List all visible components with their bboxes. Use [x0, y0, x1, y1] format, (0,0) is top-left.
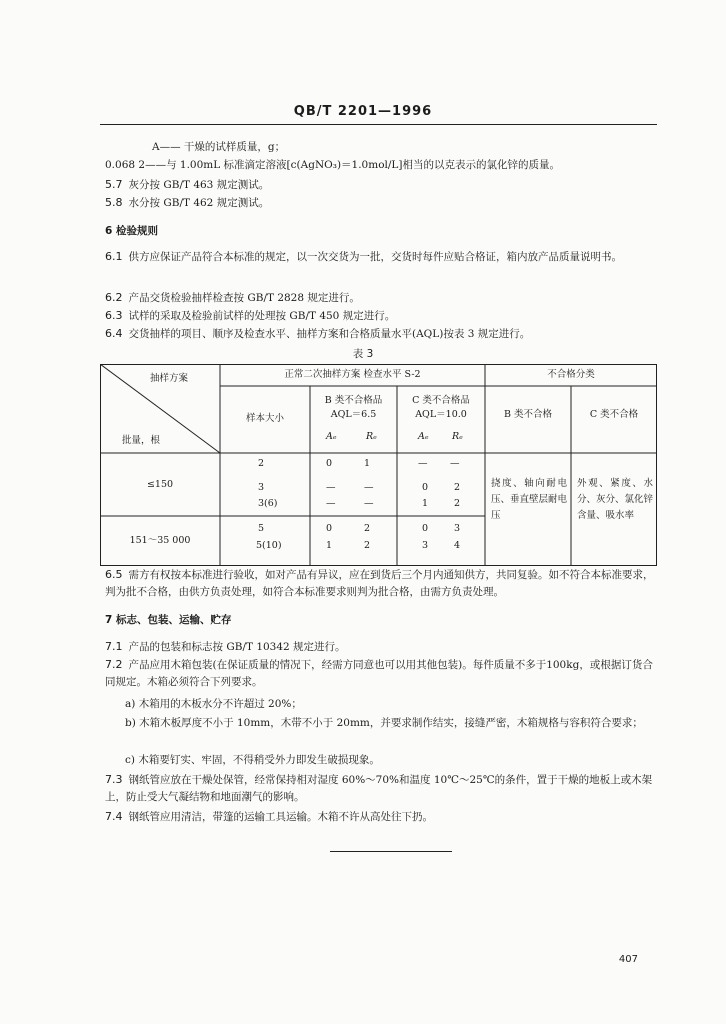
corner-sampling-plan: 抽样方案 [150, 373, 189, 384]
b-class-items: 挠度、轴向耐电压、垂直壁层耐电压 [491, 478, 568, 521]
c-ac-label: Aₑ [418, 431, 429, 442]
row-b-re: — [364, 498, 374, 509]
clause-6-4: 6.4 交货抽样的项目、顺序及检查水平、抽样方案和合格质量水平(AQL)按表 3 规定进行。 [105, 327, 531, 340]
b-re-label: Rₑ [366, 431, 377, 442]
row-c-ac: 0 [422, 482, 429, 493]
table-caption: 表 3 [352, 348, 374, 360]
b-aql-header-1: B 类不合格品 [324, 395, 383, 406]
b-class-header: B 类不合格 [503, 409, 552, 420]
clause-5-7: 5.7 灰分按 GB/T 463 规定测试。 [105, 178, 270, 191]
c-class-items: 外观、紧度、水分、灰分、氯化锌含量、吸水率 [577, 478, 654, 521]
row-c-re: — [450, 458, 460, 469]
sampling-table [100, 364, 657, 566]
c-aql-header-2: AQL＝10.0 [415, 409, 467, 420]
clause-6-5: 6.5 需方有权按本标准进行验收，如对产品有异议，应在到货后三个月内通知供方，共同复验。如不符合本标准要求，判为批不合格，由供方负责处理，如符合本标准要求则判为批合格，由需方负责处理。 [105, 568, 654, 598]
row-c-re: 2 [454, 482, 461, 493]
formula-a-definition: A—— 干燥的试样质量，g； [152, 141, 286, 153]
row-b-re: 2 [364, 523, 371, 534]
clause-7-2-c: c) 木箱要钉实、牢固，不得稍受外力即发生破损现象。 [125, 754, 380, 766]
batch-size-large: 151～35 000 [129, 535, 191, 546]
row-b-re: 1 [364, 458, 371, 469]
c-class-header: C 类不合格 [589, 409, 639, 420]
row-sample-size: 3 [258, 482, 265, 493]
clause-7-2-a: a) 木箱用的木板水分不许超过 20%； [125, 698, 302, 710]
row-b-ac: — [326, 482, 336, 493]
row-c-re: 4 [454, 540, 461, 551]
section-6-heading: 6 检验规则 [105, 225, 158, 237]
clause-7-2: 7.2 产品应用木箱包装(在保证质量的情况下，经需方同意也可以用其他包装)。每件质量不多于100kg，或根据订货合同规定。木箱必须符合下列要求。 [105, 658, 653, 688]
clause-6-2: 6.2 产品交货检验抽样检查按 GB/T 2828 规定进行。 [105, 291, 360, 304]
row-c-ac: 0 [422, 523, 429, 534]
clause-6-1: 6.1 供方应保证产品符合本标准的规定，以一次交货为一批，交货时每件应贴合格证，箱内放产品质量说明书。 [105, 250, 622, 263]
clause-5-8: 5.8 水分按 GB/T 462 规定测试。 [105, 196, 270, 209]
clause-7-3: 7.3 钢纸管应放在干燥处保管，经常保持相对湿度 60%～70%和温度 10℃～25℃的条件，置于干燥的地板上或木架上，防止受大气凝结物和地面潮气的影响。 [105, 773, 653, 803]
plan-header: 正常二次抽样方案 检查水平 S-2 [284, 369, 421, 380]
batch-size-small: ≤150 [146, 479, 174, 490]
clause-7-4: 7.4 钢纸管应用清洁，带篷的运输工具运输。木箱不许从高处往下扔。 [105, 810, 433, 823]
corner-batch-size: 批量，根 [122, 435, 161, 446]
page-number: 407 [618, 954, 638, 965]
sample-size-header: 样本大小 [245, 413, 284, 424]
row-b-ac: — [326, 498, 336, 509]
b-aql-header-2: AQL＝6.5 [330, 409, 377, 420]
clause-7-1: 7.1 产品的包装和标志按 GB/T 10342 规定进行。 [105, 640, 346, 653]
row-b-ac: 0 [326, 523, 333, 534]
c-re-label: Rₑ [452, 431, 463, 442]
section-7-heading: 7 标志、包装、运输、贮存 [105, 614, 232, 626]
row-c-ac: 1 [422, 498, 429, 509]
row-b-re: — [364, 482, 374, 493]
header-rule [100, 124, 657, 125]
row-c-re: 3 [454, 523, 461, 534]
row-b-ac: 1 [326, 540, 333, 551]
clause-7-2-b: b) 木箱木板厚度不小于 10mm，木带不小于 20mm，并要求制作结实，接缝严密，木箱规格与容积符合要求； [125, 717, 643, 729]
row-c-re: 2 [454, 498, 461, 509]
standard-header: QB/T 2201—1996 [293, 104, 433, 119]
row-c-ac: — [418, 458, 428, 469]
row-sample-size: 5(10) [256, 540, 282, 551]
row-sample-size: 3(6) [258, 498, 278, 509]
c-aql-header-1: C 类不合格品 [412, 395, 470, 406]
row-b-re: 2 [364, 540, 371, 551]
row-c-ac: 3 [422, 540, 429, 551]
row-sample-size: 2 [258, 458, 265, 469]
nonconform-header: 不合格分类 [547, 369, 595, 380]
end-rule [330, 851, 452, 852]
formula-c-definition: 0.068 2——与 1.00mL 标准滴定溶液[c(AgNO₃)＝1.0mol/L]相当的以克表示的氯化锌的质量。 [105, 159, 560, 171]
row-sample-size: 5 [258, 523, 265, 534]
clause-6-3: 6.3 试样的采取及检验前试样的处理按 GB/T 450 规定进行。 [105, 309, 396, 322]
row-b-ac: 0 [326, 458, 333, 469]
b-ac-label: Aₑ [326, 431, 337, 442]
